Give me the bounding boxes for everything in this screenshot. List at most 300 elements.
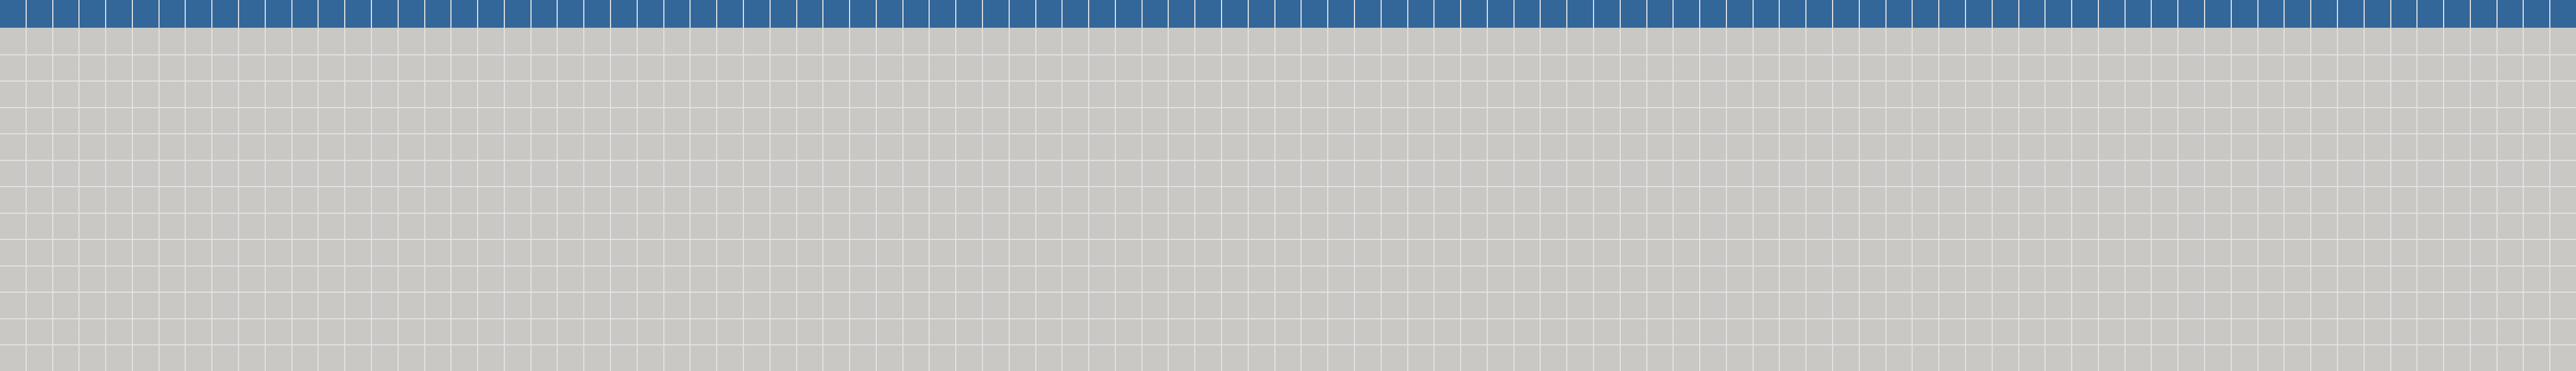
body-tile: [717, 29, 743, 54]
body-tile: [1541, 187, 1566, 213]
header-tile: [2178, 0, 2204, 28]
body-tile: [2019, 161, 2045, 187]
body-tile: [1116, 267, 1142, 292]
body-tile: [744, 240, 770, 265]
body-tile: [2498, 161, 2523, 187]
body-tile: [691, 161, 716, 187]
body-tile: [1567, 134, 1593, 160]
body-tile: [1833, 82, 1859, 107]
body-tile: [1328, 267, 1354, 292]
body-tile: [584, 161, 610, 187]
body-tile: [2126, 55, 2151, 81]
body-tile: [212, 293, 238, 318]
body-tile: [266, 134, 291, 160]
body-tile: [532, 293, 557, 318]
body-tile: [160, 161, 185, 187]
body-tile: [451, 161, 477, 187]
body-tile: [1913, 267, 1938, 292]
body-tile: [1169, 267, 1194, 292]
body-tile: [1461, 29, 1487, 54]
body-tile: [2311, 345, 2337, 371]
body-tile: [1567, 82, 1593, 107]
body-tile: [2524, 55, 2549, 81]
header-tile: [1169, 0, 1194, 28]
body-tile: [877, 55, 902, 81]
body-tile: [399, 345, 424, 371]
body-tile: [505, 29, 530, 54]
body-tile: [399, 293, 424, 318]
body-tile: [2072, 319, 2098, 345]
body-tile: [1567, 187, 1593, 213]
body-tile: [2550, 345, 2576, 371]
body-tile: [638, 55, 663, 81]
body-tile: [1780, 240, 1805, 265]
body-tile: [903, 82, 929, 107]
body-tile: [1727, 29, 1753, 54]
body-tile: [2338, 55, 2364, 81]
body-tile: [1222, 214, 1248, 239]
body-tile: [2391, 214, 2417, 239]
body-tile: [1408, 345, 1434, 371]
body-tile: [2232, 267, 2257, 292]
body-tile: [956, 319, 982, 345]
body-tile: [1966, 161, 1992, 187]
body-tile: [451, 82, 477, 107]
header-tile: [691, 0, 716, 28]
body-tile: [1355, 319, 1381, 345]
body-tile: [345, 240, 371, 265]
body-tile: [717, 82, 743, 107]
body-tile: [2444, 108, 2470, 134]
body-tile: [2232, 161, 2257, 187]
body-tile: [2232, 108, 2257, 134]
body-tile: [1833, 55, 1859, 81]
body-tile: [664, 267, 690, 292]
body-tile: [1488, 319, 1513, 345]
header-tile: [2418, 0, 2443, 28]
header-tile: [797, 0, 823, 28]
body-tile: [877, 161, 902, 187]
body-tile: [1806, 82, 1832, 107]
body-tile: [478, 345, 504, 371]
body-tile: [2471, 293, 2496, 318]
body-tile: [319, 82, 344, 107]
header-tile: [611, 0, 637, 28]
body-tile: [1116, 134, 1142, 160]
body-tile: [80, 82, 105, 107]
body-tile: [558, 29, 583, 54]
body-tile: [2418, 161, 2443, 187]
body-tile: [1939, 82, 1965, 107]
body-tile: [2550, 240, 2576, 265]
header-tile: [53, 0, 79, 28]
body-tile: [1382, 161, 1407, 187]
body-tile: [2178, 240, 2204, 265]
body-tile: [2391, 345, 2417, 371]
body-tile: [505, 345, 530, 371]
body-tile: [611, 187, 637, 213]
body-tile: [399, 240, 424, 265]
header-tile: [771, 0, 796, 28]
body-tile: [160, 134, 185, 160]
body-tile: [1594, 293, 1620, 318]
body-tile: [2178, 82, 2204, 107]
header-tile: [1143, 0, 1168, 28]
body-tile: [1488, 293, 1513, 318]
body-tile: [1594, 108, 1620, 134]
body-tile: [2205, 29, 2231, 54]
body-tile: [930, 161, 955, 187]
body-tile: [1116, 108, 1142, 134]
body-tile: [425, 319, 451, 345]
body-tile: [1036, 214, 1062, 239]
body-tile: [744, 108, 770, 134]
body-tile: [1913, 161, 1938, 187]
body-tile: [877, 214, 902, 239]
body-tile: [691, 345, 716, 371]
body-tile: [1143, 267, 1168, 292]
body-tile: [1195, 214, 1221, 239]
body-tile: [2019, 319, 2045, 345]
body-tile: [2178, 161, 2204, 187]
body-tile: [345, 108, 371, 134]
body-tile: [1063, 187, 1088, 213]
body-tile: [133, 319, 158, 345]
body-tile: [1806, 134, 1832, 160]
body-tile: [1222, 82, 1248, 107]
body-tile: [1966, 134, 1992, 160]
body-tile: [771, 319, 796, 345]
body-tile: [27, 319, 52, 345]
body-tile: [2338, 29, 2364, 54]
body-tile: [1222, 161, 1248, 187]
body-tile: [850, 108, 876, 134]
body-tile: [2232, 134, 2257, 160]
body-tile: [664, 134, 690, 160]
body-tile: [2338, 161, 2364, 187]
body-tile: [2285, 134, 2310, 160]
body-tile: [611, 82, 637, 107]
body-tile: [2391, 319, 2417, 345]
body-tile: [2258, 319, 2284, 345]
body-tile: [212, 214, 238, 239]
body-tile: [2152, 108, 2177, 134]
body-tile: [903, 161, 929, 187]
body-tile: [1222, 293, 1248, 318]
body-tile: [1249, 345, 1274, 371]
body-tile: [505, 267, 530, 292]
body-tile: [1461, 267, 1487, 292]
body-tile: [2072, 240, 2098, 265]
body-tile: [1089, 240, 1115, 265]
body-tile: [2338, 134, 2364, 160]
body-tile: [505, 108, 530, 134]
body-tile: [797, 293, 823, 318]
header-tile: [2550, 0, 2576, 28]
header-tile: [239, 0, 265, 28]
body-tile: [2046, 293, 2071, 318]
body-tile: [1700, 345, 1726, 371]
header-tile: [2311, 0, 2337, 28]
body-tile: [903, 293, 929, 318]
body-tile: [717, 214, 743, 239]
body-tile: [2099, 55, 2125, 81]
body-tile: [345, 293, 371, 318]
body-tile: [1382, 134, 1407, 160]
body-tile: [1541, 55, 1566, 81]
body-tile: [1461, 214, 1487, 239]
header-tile: [1700, 0, 1726, 28]
body-tile: [1222, 240, 1248, 265]
body-tile: [1567, 55, 1593, 81]
body-tile: [345, 82, 371, 107]
body-tile: [1674, 55, 1699, 81]
body-tile: [133, 345, 158, 371]
body-tile: [771, 29, 796, 54]
body-tile: [1169, 240, 1194, 265]
body-tile: [2232, 214, 2257, 239]
header-tile: [1063, 0, 1088, 28]
body-tile: [850, 29, 876, 54]
body-tile: [1036, 82, 1062, 107]
body-tile: [372, 319, 398, 345]
body-tile: [638, 29, 663, 54]
body-tile: [239, 29, 265, 54]
body-tile: [1860, 240, 1885, 265]
body-tile: [2072, 345, 2098, 371]
body-tile: [372, 108, 398, 134]
header-tile: [0, 0, 26, 28]
body-tile: [1806, 29, 1832, 54]
body-tile: [1780, 108, 1805, 134]
body-tile: [1727, 55, 1753, 81]
body-tile: [1143, 108, 1168, 134]
body-tile: [1195, 187, 1221, 213]
body-tile: [2126, 187, 2151, 213]
body-tile: [399, 214, 424, 239]
body-tile: [691, 134, 716, 160]
body-tile: [1382, 293, 1407, 318]
body-tile: [744, 161, 770, 187]
body-tile: [558, 82, 583, 107]
body-tile: [2444, 214, 2470, 239]
body-tile: [1727, 319, 1753, 345]
header-tile: [451, 0, 477, 28]
body-tile: [532, 240, 557, 265]
body-tile: [345, 29, 371, 54]
body-tile: [1355, 108, 1381, 134]
body-tile: [2391, 187, 2417, 213]
body-tile: [292, 108, 318, 134]
body-tile: [2365, 187, 2390, 213]
body-tile: [27, 55, 52, 81]
body-tile: [1993, 161, 2018, 187]
body-tile: [319, 29, 344, 54]
body-tile: [1515, 319, 1540, 345]
body-tile: [717, 293, 743, 318]
body-tile: [1275, 82, 1301, 107]
body-tile: [292, 82, 318, 107]
body-tile: [744, 293, 770, 318]
body-tile: [1594, 187, 1620, 213]
body-tile: [2391, 29, 2417, 54]
body-tile: [1434, 82, 1460, 107]
body-tile: [638, 108, 663, 134]
body-tile: [106, 214, 132, 239]
body-tile: [1939, 319, 1965, 345]
body-tile: [1727, 108, 1753, 134]
body-tile: [797, 55, 823, 81]
body-tile: [80, 29, 105, 54]
body-tile: [584, 29, 610, 54]
body-tile: [1328, 134, 1354, 160]
body-tile: [2471, 345, 2496, 371]
body-tile: [1302, 345, 1327, 371]
body-tile: [983, 267, 1009, 292]
body-tile: [2311, 293, 2337, 318]
header-tile: [1036, 0, 1062, 28]
body-tile: [425, 134, 451, 160]
body-tile: [2444, 267, 2470, 292]
body-tile: [1727, 161, 1753, 187]
body-tile: [1488, 187, 1513, 213]
body-tile: [372, 240, 398, 265]
body-tile: [2072, 161, 2098, 187]
body-tile: [1063, 161, 1088, 187]
body-tile: [1833, 345, 1859, 371]
body-tile: [1143, 55, 1168, 81]
body-tile: [2391, 134, 2417, 160]
header-tile: [983, 0, 1009, 28]
body-tile: [1488, 267, 1513, 292]
body-tile: [2205, 82, 2231, 107]
body-tile: [1089, 187, 1115, 213]
body-tile: [1806, 108, 1832, 134]
body-tile: [611, 29, 637, 54]
body-tile: [1887, 214, 1912, 239]
body-tile: [2178, 293, 2204, 318]
body-tile: [2471, 161, 2496, 187]
body-tile: [1089, 29, 1115, 54]
body-tile: [106, 161, 132, 187]
body-tile: [1355, 345, 1381, 371]
body-tile: [1674, 29, 1699, 54]
body-tile: [1382, 187, 1407, 213]
body-tile: [1780, 161, 1805, 187]
body-tile: [345, 55, 371, 81]
body-tile: [2178, 187, 2204, 213]
body-tile: [1488, 345, 1513, 371]
body-tile: [2444, 240, 2470, 265]
body-tile: [212, 267, 238, 292]
body-tile: [1222, 187, 1248, 213]
header-tile: [1594, 0, 1620, 28]
body-tile: [1806, 345, 1832, 371]
header-tile: [930, 0, 955, 28]
body-tile: [1621, 161, 1646, 187]
body-tile: [1036, 240, 1062, 265]
body-tile: [1036, 187, 1062, 213]
body-tile: [1515, 29, 1540, 54]
body-tile: [1302, 267, 1327, 292]
header-tile: [1355, 0, 1381, 28]
body-tile: [956, 240, 982, 265]
body-tile: [2418, 82, 2443, 107]
body-tile: [956, 214, 982, 239]
body-tile: [505, 134, 530, 160]
body-tile: [1143, 345, 1168, 371]
body-tile: [1754, 293, 1779, 318]
body-tile: [372, 29, 398, 54]
body-tile: [212, 161, 238, 187]
body-tile: [2365, 345, 2390, 371]
body-tile: [1010, 345, 1035, 371]
header-tile: [2099, 0, 2125, 28]
body-tile: [1966, 319, 1992, 345]
header-tile: [2524, 0, 2549, 28]
body-tile: [1674, 108, 1699, 134]
body-tile: [691, 29, 716, 54]
body-tile: [1993, 29, 2018, 54]
body-tile: [1408, 161, 1434, 187]
body-tile: [1116, 161, 1142, 187]
body-tile: [664, 214, 690, 239]
body-tile: [1621, 82, 1646, 107]
body-tile: [1966, 267, 1992, 292]
body-tile: [558, 240, 583, 265]
body-tile: [2365, 240, 2390, 265]
body-tile: [797, 214, 823, 239]
body-tile: [399, 29, 424, 54]
body-tile: [133, 108, 158, 134]
body-tile: [2550, 108, 2576, 134]
body-tile: [2046, 161, 2071, 187]
body-tile: [956, 161, 982, 187]
body-tile: [558, 187, 583, 213]
body-tile: [2550, 267, 2576, 292]
body-tile: [1302, 134, 1327, 160]
body-tile: [903, 29, 929, 54]
body-tile: [1806, 319, 1832, 345]
body-tile: [2365, 214, 2390, 239]
body-tile: [1355, 134, 1381, 160]
body-tile: [1780, 214, 1805, 239]
body-tile: [106, 108, 132, 134]
body-tile: [956, 134, 982, 160]
body-tile: [1116, 214, 1142, 239]
body-tile: [2391, 161, 2417, 187]
body-tile: [160, 187, 185, 213]
body-tile: [2178, 55, 2204, 81]
body-tile: [1860, 267, 1885, 292]
body-tile: [1594, 55, 1620, 81]
body-tile: [1169, 214, 1194, 239]
body-tile: [2498, 82, 2523, 107]
body-tile: [903, 267, 929, 292]
body-tile: [717, 161, 743, 187]
body-tile: [80, 267, 105, 292]
body-tile: [1488, 108, 1513, 134]
body-tile: [1806, 267, 1832, 292]
body-tile: [611, 240, 637, 265]
body-tile: [186, 29, 211, 54]
body-tile: [80, 240, 105, 265]
body-tile: [292, 319, 318, 345]
header-tile: [1434, 0, 1460, 28]
body-tile: [2550, 319, 2576, 345]
body-tile: [771, 187, 796, 213]
body-tile: [80, 293, 105, 318]
